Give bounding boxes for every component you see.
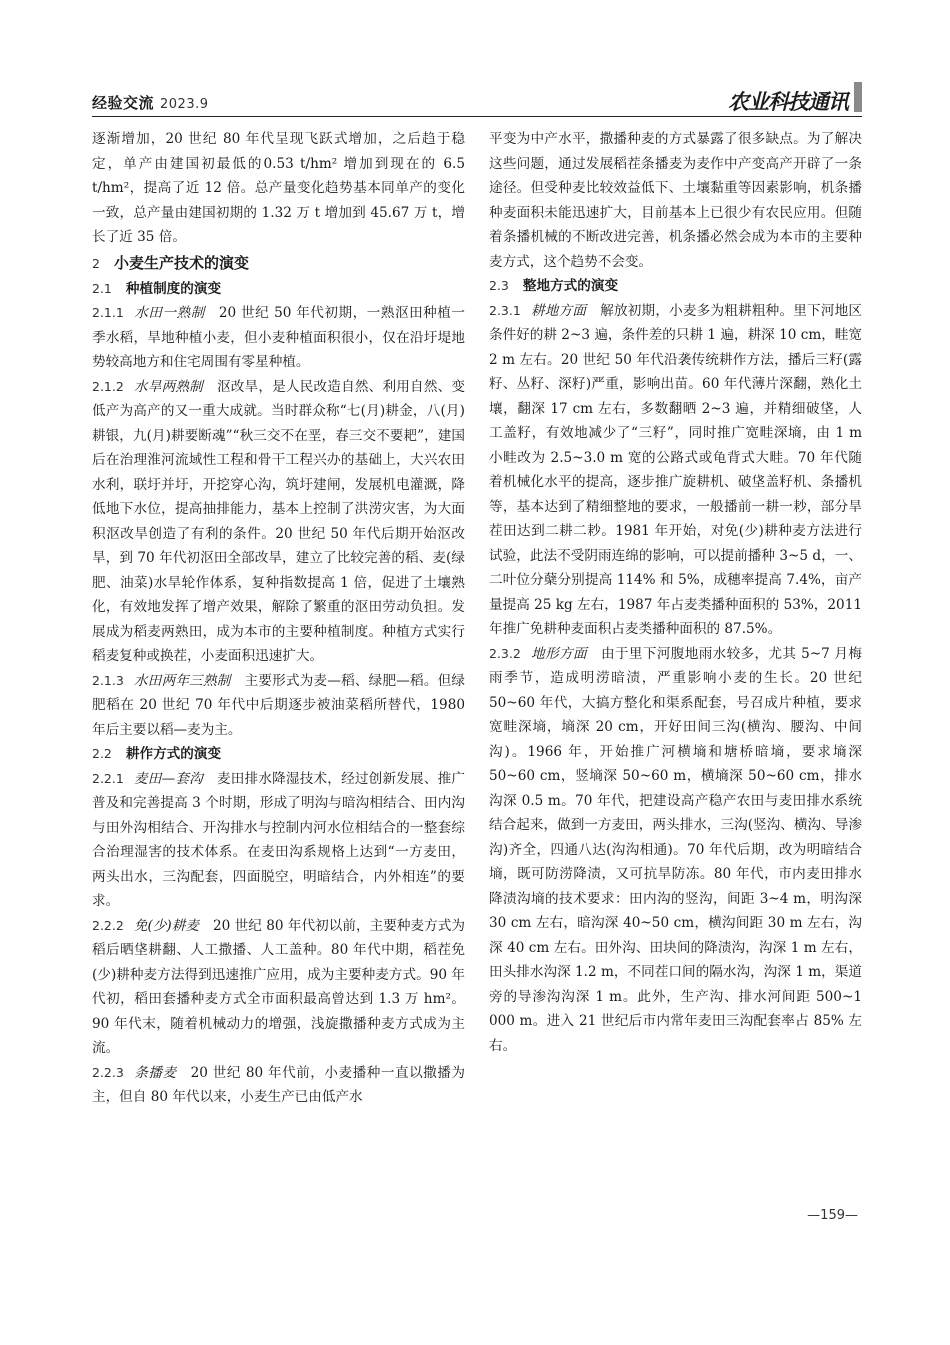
header-section <box>92 92 209 113</box>
section-heading-2-1: 2.1 种植制度的演变 <box>92 280 222 297</box>
intro-paragraph: 逐渐增加，20 世纪 80 年代呈现飞跃式增加，之后趋于稳定，单产由建国初最低的0.53 t/hm² 增加到现在的 6.5 t/hm²，提高了近 12 倍。总产量变化趋势基本同单产的变化一致，总产量由建国初期的 1.32 万 t 增加到 45.67 万 t，增长了近 35 倍。 <box>92 131 465 245</box>
page-header <box>92 88 862 114</box>
paragraph-2-1-2: 2.1.2 水旱两熟制 沤改旱，是人民改造自然、利用自然、变低产为高产的又一重大成就。当时群众称“七(月)耕金，八(月)耕银，九(月)耕要断魂”“秋三交不在垩，春三交不要耙”，建国后在治理淮河流域性工程和骨干工程兴办的基础上，大兴农田水利，联圩并圩，开挖穿心沟，筑圩建闸，发展机电灌溉，降低地下水位，提高抽排能力，基本上控制了洪涝灾害，为大面积沤改旱创造了有利的条件。20 世纪 50 年代后期开始沤改旱，到 70 年代初沤田全部改旱，建立了比较完善的稻、麦(绿肥、油菜)水旱轮作体系，复种指数提高 1 倍，促进了土壤熟化，有效地发挥了增产效果，解除了繁重的沤田劳动负担。发展成为稻麦两熟田，成为本市的主要种植制度。种植方式实行稻麦复种或换茬，小麦面积迅速扩大。 <box>92 378 466 664</box>
paragraph-2-2-3: 2.2.3 条播麦 20 世纪 80 年代前，小麦播种一直以撒播为主，但自 80 年代以来，小麦生产已由低产水 <box>92 1064 465 1105</box>
paragraph-2-2-1: 2.2.1 麦田—套沟 麦田排水降湿技术，经过创新发展、推广普及和完善提高 3 个时期，形成了明沟与暗沟相结合、田内沟与田外沟相结合、开沟排水与控制内河水位相结合的一整套综合治理湿害的技术体系。在麦田沟系规格上达到“一方麦田，两头出水，三沟配套，四面脱空，明暗结合，内外相连”的要求。 <box>92 770 466 909</box>
page-number: —159— <box>807 1208 858 1223</box>
header-rule <box>92 116 862 117</box>
paragraph-2-3-2: 2.3.2 地形方面 由于里下河腹地雨水较多，尤其 5~7 月梅雨季节，造成明涝暗渍，严重影响小麦的生长。20 世纪 50~60 年代，大搞方整化和渠系配套，号召成片种植，要求宽畦深墒，墒深 20 cm，开好田间三沟(横沟、腰沟、中间沟)。1966 年，开始推广河横墒和塘桥暗墒，要求墒深 50~60 cm，竖墒深 50~60 m，横墒深 50~60 cm，排水沟深 0.5 m。70 年代，把建设高产稳产农田与麦田排水系统结合起来，做到一方麦田，两头排水，三沟(竖沟、横沟、导渗沟)齐全，四通八达(沟沟相通)。70 年代后期，改为明暗结合墒，既可防涝降渍，又可抗旱防冻。80 年代，市内麦田排水降渍沟墒的技术要求：田内沟的竖沟，间距 3~4 m，明沟深 30 cm 左右，暗沟深 40~50 cm，横沟间距 30 m 左右，沟深 40 cm 左右。田外沟、田块间的降渍沟，沟深 1 m 左右，田头排水沟深 1.2 m，不同茬口间的隔水沟，沟深 1 m，渠道旁的导渗沟沟深 1 m。此外，生产沟、排水河间距 500~1 000 m。进入 21 世纪后市内常年麦田三沟配套率占 85% 左右。 <box>489 645 862 1054</box>
paragraph-2-3-1: 2.3.1 耕地方面 解放初期，小麦多为粗耕粗种。里下河地区条件好的耕 2~3 遍，条件差的只耕 1 遍，耕深 10 cm，畦宽 2 m 左右。20 世纪 50 年代沿袭传统耕作方法，播后三籽(露籽、丛籽、深籽)严重，影响出苗。60 年代薄片深翻，熟化土壤，翻深 17 cm 左右，多数翻晒 2~3 遍，并精细破垡，人工盖籽，有效地减少了“三籽”，同时推广宽畦深墒，由 1 m 小畦改为 2.5~3.0 m 宽的公路式或龟背式大畦。70 年代随着机械化水平的提高，逐步推广旋耕机、破垡盖籽机、条播机等，基本达到了精细整地的要求，一般播前一耕一耖，部分旱茬田达到二耕二耖。1981 年开始，对免(少)耕种麦方法进行试验，此法不受阴雨连绵的影响，可以提前播种 3~5 d，一、二叶位分蘖分别提高 114% 和 5%，成穗率提高 7.4%，亩产量提高 25 kg 左右，1987 年占麦类播种面积的 53%，2011 年推广免耕种麦面积占麦类播种面积的 87.5%。 <box>489 302 863 637</box>
paragraph-2-2-2: 2.2.2 免(少)耕麦 20 世纪 80 年代初以前，主要种麦方式为稻后晒垡耕翻、人工撒播、人工盖种。80 年代中期，稻茬免(少)耕种麦方法得到迅速推广应用，成为主要种麦方式。90 年代初，稻田套播种麦方式全市面积最高曾达到 1.3 万 hm²。90 年代末，随着机械动力的增强，浅旋撒播种麦方式成为主流。 <box>92 917 465 1056</box>
section-heading-2-3: 2.3 整地方式的演变 <box>489 278 619 294</box>
header-issue: 2023.9 <box>160 97 209 112</box>
right-column <box>489 127 862 1058</box>
left-column <box>92 127 465 1110</box>
paragraph-2-1-3: 2.1.3 水田两年三熟制 主要形式为麦—稻、绿肥—稻。但绿肥稻在 20 世纪 70 年代中后期逐步被油菜稻所替代，1980 年后主要以稻—麦为主。 <box>92 672 466 738</box>
continued-paragraph: 平变为中产水平，撒播种麦的方式暴露了很多缺点。为了解决这些问题，通过发展稻茬条播麦为麦作中产变高产开辟了一条途径。但受种麦比较效益低下、土壤黏重等因素影响，机条播种麦面积未能迅速扩大，目前基本上已很少有农民应用。但随着条播机械的不断改进完善，机条播必然会成为本市的主要种麦方式，这个趋势不会变。 <box>489 131 862 270</box>
paragraph-2-1-1: 2.1.1 水田一熟制 20 世纪 50 年代初期，一熟沤田种植一季水稻，旱地种植小麦，但小麦种植面积很小，仅在沿圩堤地势较高地方和住宅周围有零星种植。 <box>92 305 465 370</box>
journal-logo: 农业科技通讯 <box>728 89 848 114</box>
section-heading-2: 2 小麦生产技术的演变 <box>92 253 249 272</box>
header-section-title: 经验交流 <box>92 94 155 112</box>
section-heading-2-2: 2.2 耕作方式的演变 <box>92 746 222 762</box>
header-bar <box>854 82 862 112</box>
